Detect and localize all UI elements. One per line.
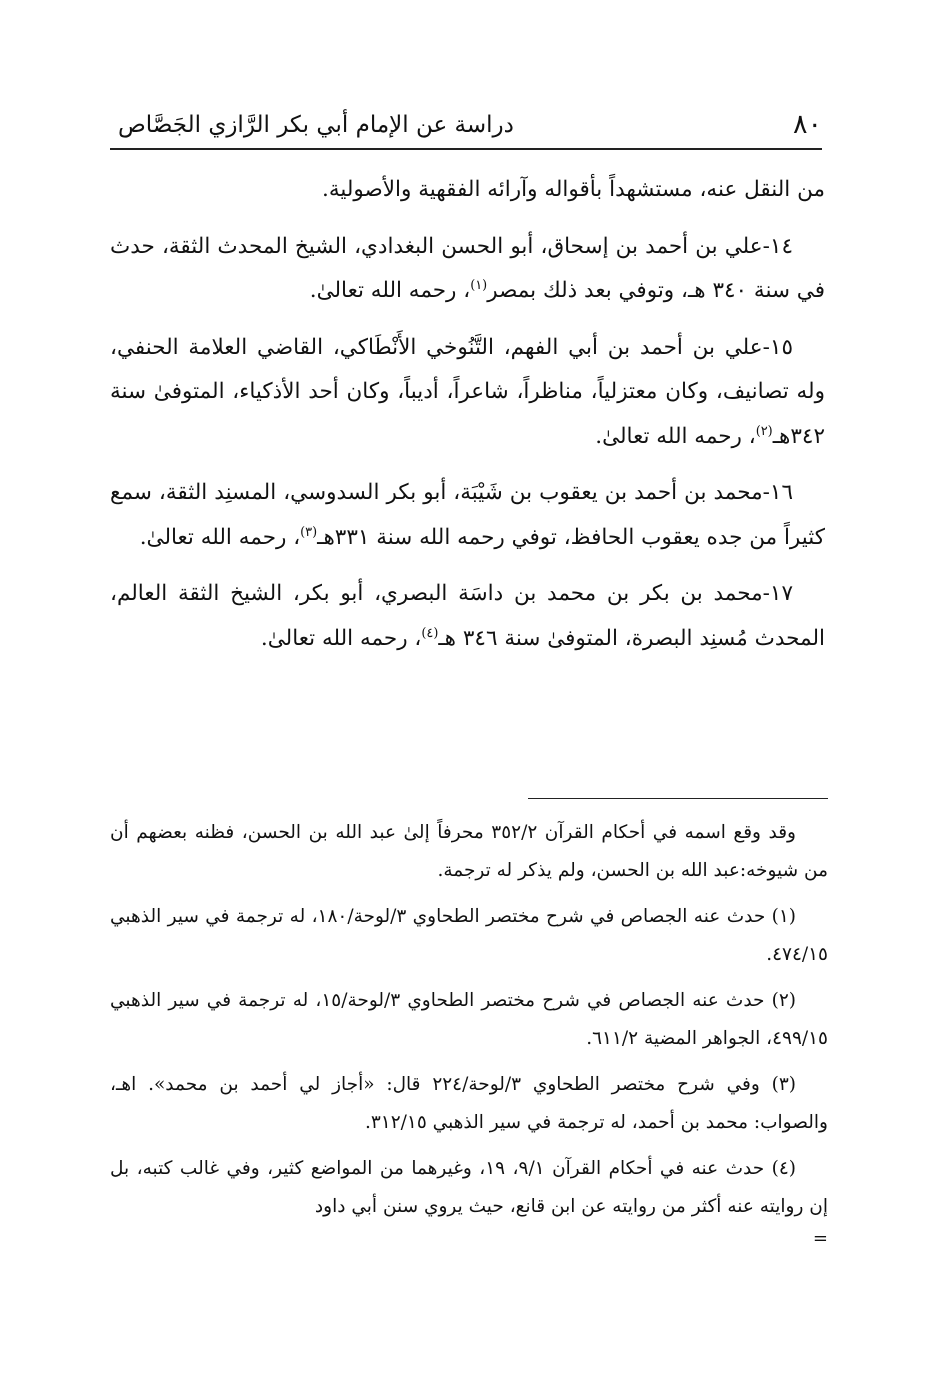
footnote-divider xyxy=(528,798,828,799)
entry-15-text: ١٥-علي بن أحمد بن أبي الفهم، التَّنُوخي الأَنْطَاكي، القاضي العلامة الحنفي، وله تصانيف، وكان معتزلياً، مناظراً، شاعراً، أديباً، وكان أحد الأذكياء، المتوفىٰ سنة ٣٤٢هـ xyxy=(110,334,825,449)
footnote-ref-3[interactable]: (٣) xyxy=(300,524,318,540)
entry-17 xyxy=(110,572,825,661)
entry-14-closing: ، رحمه الله تعالىٰ. xyxy=(309,278,471,303)
entry-14 xyxy=(110,225,825,314)
footnote-1: (١) حدث عنه الجصاص في شرح مختصر الطحاوي ٣/لوحة/١٨٠، له ترجمة في سير الذهبي ٤٧٤/١٥. xyxy=(110,906,828,965)
footnote-ref-1[interactable]: (١) xyxy=(470,277,488,293)
entry-15-closing: ، رحمه الله تعالىٰ. xyxy=(595,423,756,449)
entry-15 xyxy=(110,326,825,460)
page-number: ٨٠ xyxy=(792,109,822,140)
footnote-2: (٢) حدث عنه الجصاص في شرح مختصر الطحاوي ٣/لوحة/١٥، له ترجمة في سير الذهبي ٤٩٩/١٥، الجواهر المضية ٦١١/٢. xyxy=(110,990,828,1049)
footnotes-section xyxy=(110,814,828,1250)
paragraph-intro: من النقل عنه، مستشهداً بأقواله وآرائه الفقهية والأصولية. xyxy=(322,177,825,202)
entry-14-text: ١٤-علي بن أحمد بن إسحاق، أبو الحسن البغدادي، الشيخ المحدث الثقة، حدث في سنة ٣٤٠ هـ، وتوفي بعد ذلك بمصر xyxy=(110,233,825,303)
entry-16-closing: ، رحمه الله تعالىٰ. xyxy=(139,524,301,550)
footnote-4: (٤) حدث عنه في أحكام القرآن ٩/١، ١٩، وغيرهما من المواضع كثير، وفي غالب كتبه، بل إن روايته عنه أكثر من روايته عن ابن قانع، حيث يروي سنن أبي داود xyxy=(110,1158,828,1217)
footnote-continued: وقد وقع اسمه في أحكام القرآن ٣٥٢/٢ محرفاً إلىٰ عبد الله بن الحسن، فظنه بعضهم أن من شيوخه:عبد الله بن الحسن، ولم يذكر له ترجمة. xyxy=(110,822,828,881)
footnote-ref-4[interactable]: (٤) xyxy=(421,625,439,641)
main-text xyxy=(110,168,825,673)
entry-16-text: ١٦-محمد بن أحمد بن يعقوب بن شَيْبَة، أبو بكر السدوسي، المسنِد الثقة، سمع كثيراً من جده يعقوب الحافظ، توفي رحمه الله سنة ٣٣١هـ xyxy=(110,480,825,550)
footnote-ref-2[interactable]: (٢) xyxy=(755,423,773,439)
entry-17-text: ١٧-محمد بن بكر بن محمد بن داسَة البصري، أبو بكر، الشيخ الثقة العالم، المحدث مُسنِد البصرة، المتوفىٰ سنة ٣٤٦ هـ xyxy=(110,581,825,651)
entry-16 xyxy=(110,471,825,560)
page-header xyxy=(110,108,822,150)
footnote-3: (٣) وفي شرح مختصر الطحاوي ٣/لوحة/٢٢٤ قال: «أجاز لي أحمد بن محمد». اهـ، والصواب: محمد بن أحمد، له ترجمة في سير الذهبي ٣١٢/١٥. xyxy=(110,1074,828,1133)
continuation-mark: = xyxy=(812,1228,828,1249)
entry-17-closing: ، رحمه الله تعالىٰ. xyxy=(260,625,422,651)
running-title: دراسة عن الإمام أبي بكر الرَّازي الجَصَّاص xyxy=(118,112,514,138)
